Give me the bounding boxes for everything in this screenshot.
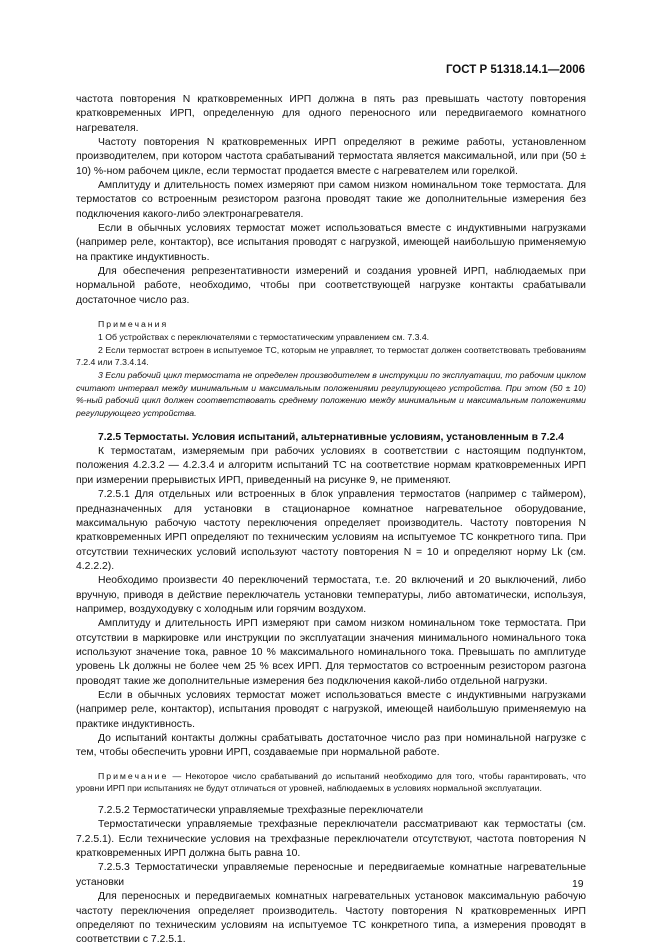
paragraph: частота повторения N кратковременных ИРП должна в пять раз превышать частоту повторения кратковременных ИРП, определенную для одного переносного или передвигаемого комнатного нагревателя. <box>76 94 586 134</box>
paragraph: Термостатически управляемые трехфазные переключатели рассматривают как термостаты (см. 7.2.5.1). Если технические условия на трехфазные переключатели отсутствуют, частота повторения N кратковременных ИРП должна быть равна 10. <box>76 819 586 860</box>
section-heading: 7.2.5 Термостаты. Условия испытаний, альтернативные условиям, установленным в 7.2.4 <box>98 431 564 443</box>
paragraph: Амплитуду и длительность помех измеряют при самом низком номинальном токе термостата. Для термостатов со встроенным резистором разгона проводят такие же дополнительные измерения без подключения какого-либо электронагревателя. <box>76 180 586 220</box>
paragraph: Амплитуду и длительность ИРП измеряют при самом низком номинальном токе термостата. При отсутствии в маркировке или инструкции по эксплуатации значения минимального номинального тока используют значение тока, равное 10 % максимального номинального тока. Превышать по амплитуде уровень Lk должны не более чем 25 % всех ИРП. Для термостатов со встроенным резистором разгона проводят такие же дополнительные измерения без подключения какой-либо отдельной нагрузки. <box>76 618 586 687</box>
paragraph: Необходимо произвести 40 переключений термостата, т.е. 20 включений и 20 выключений, либо вручную, приводя в действие переключатель установки температуры, либо автоматически, используя, например, воздуходувку с холодным или горячим воздухом. <box>76 575 586 615</box>
note-item: 1 Об устройствах с переключателями с термостатическим управлением см. 7.3.4. <box>98 331 430 342</box>
document-header: ГОСТ Р 51318.14.1—2006 <box>445 64 585 76</box>
notes-heading: Примечания <box>98 319 169 330</box>
subsection-heading: 7.2.5.2 Термостатически управляемые трехфазные переключатели <box>98 805 424 817</box>
paragraph: Если в обычных условиях термостат может использоваться вместе с индуктивными нагрузками (например реле, контактор), все испытания проводят с нагрузкой, имеющей наибольшую применяемую на практике индуктивность. <box>76 223 586 263</box>
note-label: Примечание <box>98 770 169 781</box>
paragraph: Если в обычных условиях термостат может использоваться вместе с индуктивными нагрузками (например реле, контактор), испытания проводят с нагрузкой, имеющей наибольшую применяемую на практике индуктивность. <box>76 689 586 730</box>
note-text: — Некоторое число срабатываний до испытаний необходимо для того, чтобы гарантировать, что уровни ИРП при испытаниях не будут отличаться от уровней, наблюдаемых в условиях нормальной эксплуатации. <box>76 770 586 794</box>
paragraph: К термостатам, измеряемым при рабочих условиях в соответствии с настоящим подпунктом, положения 4.2.3.2 — 4.2.3.4 и алгоритм испытаний ТС на соответствие нормам кратковременных ИРП при измерении прерывистых ИРП, приведенный на рисунке 9, не применяют. <box>76 446 586 486</box>
paragraph: Для обеспечения репрезентативности измерений и создания уровней ИРП, наблюдаемых при нормальной работе, необходимо, чтобы при соответствующей нагрузке контакты срабатывали достаточное число раз. <box>76 266 586 306</box>
note-item: 3 Если рабочий цикл термостата не определен производителем в инструкции по эксплуатации, то рабочим циклом считают интервал между минимальным и максимальным положениями регулирующего устройства. При этом (50 ± 10) %-ный рабочий цикл должен соответствовать среднему положению между минимальным и максимальным положениями регулирующего устройства. <box>76 369 586 419</box>
note-paragraph <box>76 770 586 795</box>
paragraph: 7.2.5.1 Для отдельных или встроенных в блок управления термостатов (например с таймером), предназначенных для установки в стационарное комнатное нагревательное оборудование, максимальную рабочую частоту переключения определяет производитель. Частоту повторения N кратковременных ИРП определяют по техническим условиям на испытуемое ТС конкретного типа. При отсутствии технических условий используют частоту повторения N = 10 и определяют норму Lk (см. 4.2.2.2). <box>76 489 586 572</box>
paragraph: Для переносных и передвигаемых комнатных нагревательных установок максимальную рабочую частоту переключения определяет производитель. Частоту повторения N кратковременных ИРП определяют по техническим условиям на испытуемое ТС конкретного типа, а измерения проводят в соответствии с 7.2.5.1. <box>76 891 586 946</box>
document-body <box>76 93 586 948</box>
note-item: 2 Если термостат встроен в испытуемое ТС, которым не управляет, то термостат должен соответствовать требованиям 7.2.4 или 7.3.4.14. <box>76 344 586 368</box>
subsection-heading: 7.2.5.3 Термостатически управляемые переносные и передвигаемые комнатные нагревательные установки <box>76 862 586 888</box>
page-number: 19 <box>572 879 584 890</box>
paragraph: Частоту повторения N кратковременных ИРП определяют в режиме работы, установленном производителем, при котором частота срабатываний термостата является максимальной, или при (50 ± 10) %-ном рабочем цикле, если термостат продается вместе с нагревателем или горелкой. <box>76 137 586 177</box>
notes-block <box>76 318 586 420</box>
paragraph: До испытаний контакты должны срабатывать достаточное число раз при номинальной нагрузке с тем, чтобы обеспечить уровни ИРП, создаваемые при нормальной работе. <box>76 733 586 759</box>
